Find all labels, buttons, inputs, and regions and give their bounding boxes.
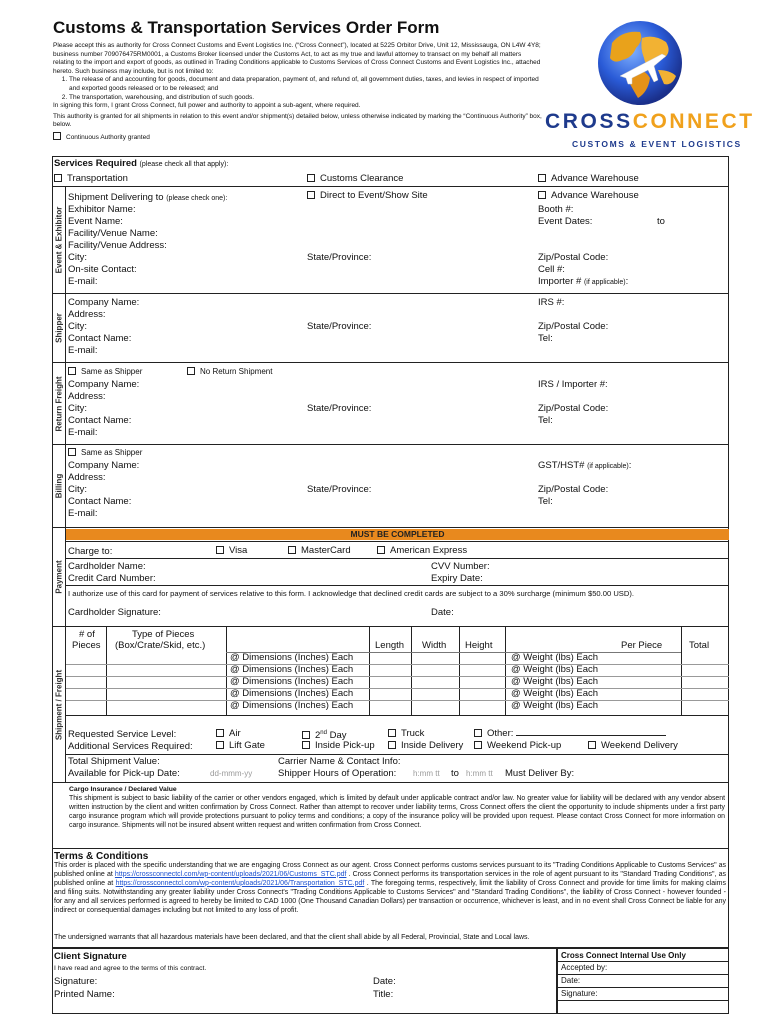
billing-gst-label: GST/HST# (if applicable): (538, 460, 632, 471)
col-width-header: Width (422, 640, 447, 651)
charge-to-label: Charge to: (68, 546, 113, 557)
col-length-header: Length (375, 640, 405, 651)
amex-option: American Express (377, 545, 467, 556)
billing-email-label: E-mail: (68, 508, 98, 519)
return-contact-label: Contact Name: (68, 415, 132, 426)
other-checkbox[interactable] (474, 729, 482, 737)
section-label-payment: Payment (52, 528, 66, 626)
mastercard-option: MasterCard (288, 545, 351, 556)
shipper-email-label: E-mail: (68, 345, 98, 356)
billing-same-as-shipper: Same as Shipper (68, 448, 142, 458)
col-total-header: Total (689, 640, 710, 651)
venue-address-label: Facility/Venue Address: (68, 240, 167, 251)
return-company-label: Company Name: (68, 379, 140, 390)
direct-to-site-option: Direct to Event/Show Site (307, 190, 428, 201)
transportation-checkbox[interactable] (54, 174, 62, 182)
shipment-delivering: Shipment Delivering to (please check one): (68, 192, 228, 203)
exhibitor-name-label: Exhibitor Name: (68, 204, 136, 215)
section-label-shipper: Shipper (52, 294, 66, 362)
dimensions-row: @ Dimensions (Inches) Each (230, 688, 354, 699)
hours-from-input[interactable]: h:mm tt (413, 769, 440, 778)
intro-paragraph: This authority is granted for all shipments in relation to this event and/or shipment(s) detailed below, unless otherwise indicated by marking the “Continuous Authority” box, below. (53, 112, 542, 129)
cvv-label: CVV Number: (431, 561, 490, 572)
shipper-address-label: Address: (68, 309, 106, 320)
intro-paragraph: Please accept this as authority for Cross Connect Customs and Event Logistics Inc. (“Cross Connect”), located at 5225 Orbitor Drive, Unit 12, Mississauga, ON L4W 4Y8; business number 709076475RM0001, a Customs Broker licensed under the Customs Act, to act as my true and lawful attorney to transact on my behalf all matters relating to the import and export of goods, as outlined in Trading Conditions applicable to Customs Services of Cross Connect Customs and Event Logistics Inc., attached hereto. Such business may include, but is not limited to: (53, 42, 541, 75)
lift-gate-option: Lift Gate (216, 740, 265, 751)
second-day-checkbox[interactable] (302, 731, 310, 739)
cardholder-signature-label: Cardholder Signature: (68, 607, 161, 618)
billing-state-label: State/Province: (307, 484, 372, 495)
advance-warehouse-checkbox[interactable] (538, 174, 546, 182)
brand-logo: CROSSCONNECT (545, 110, 755, 133)
must-deliver-label: Must Deliver By: (505, 768, 575, 779)
hours-label: Shipper Hours of Operation: (278, 768, 397, 779)
insurance-text: This shipment is subject to basic liability of the carrier or other vendors engaged, which is limited by default under applicable contract and/or law. No greater value for liability will be declared with any vendor absent written instruction by the client and written confirmation by Cross Connect. Rather than attempt to recover under liability terms, Cross Connect offers the client the opportunity to include shipments under a first party cargo insurance program which will provide protections pursuant to policy terms and conditions; a copy of the insurance policy will be provided upon request. Please contact Cross Connect for more information on cargo insurance. Shipments will not be insured absent written request and written confirmation from Cross Connect. (69, 795, 725, 829)
continuous-authority-checkbox[interactable] (53, 132, 61, 140)
advance-warehouse-option: Advance Warehouse (538, 173, 639, 184)
col-height-header: Height (465, 640, 493, 651)
city-label: City: (68, 252, 87, 263)
venue-name-label: Facility/Venue Name: (68, 228, 158, 239)
importer-label: Importer # (if applicable): (538, 276, 629, 287)
air-option: Air (216, 728, 241, 739)
inside-pickup-checkbox[interactable] (302, 741, 310, 749)
total-value-label: Total Shipment Value: (68, 756, 160, 767)
billing-address-label: Address: (68, 472, 106, 483)
continuous-authority: Continuous Authority granted (53, 132, 543, 143)
event-dates-to: to (657, 216, 665, 227)
client-signature-label: Signature: (54, 976, 98, 987)
lift-gate-checkbox[interactable] (216, 741, 224, 749)
expiry-date-label: Expiry Date: (431, 573, 483, 584)
section-label-event: Event & Exhibitor (52, 187, 66, 293)
credit-card-number-label: Credit Card Number: (68, 573, 156, 584)
dimensions-row: @ Dimensions (Inches) Each (230, 700, 354, 711)
weight-row: @ Weight (lbs) Each (511, 676, 599, 687)
weekend-delivery-option: Weekend Delivery (588, 740, 678, 751)
billing-contact-label: Contact Name: (68, 496, 132, 507)
return-same-checkbox[interactable] (68, 367, 76, 375)
pickup-date-label: Available for Pick-up Date: (68, 768, 180, 779)
visa-checkbox[interactable] (216, 546, 224, 554)
internal-signature-label: Signature: (561, 989, 598, 998)
accepted-by-label: Accepted by: (561, 963, 608, 972)
second-day-option: 2nd Day (302, 728, 347, 741)
cardholder-date-label: Date: (431, 607, 454, 618)
shipper-contact-label: Contact Name: (68, 333, 132, 344)
weight-row: @ Weight (lbs) Each (511, 700, 599, 711)
additional-services-label: Additional Services Required: (68, 741, 193, 752)
terms-hazardous: The undersigned warrants that all hazardous materials have been declared, and that the client shall abide by all Federal, Provincial, State and Local laws. (54, 934, 530, 941)
billing-same-checkbox[interactable] (68, 448, 76, 456)
no-return-checkbox[interactable] (187, 367, 195, 375)
dimensions-row: @ Dimensions (Inches) Each (230, 676, 354, 687)
pickup-date-input[interactable]: dd-mmm-yy (210, 769, 253, 778)
col-type-header: (Box/Crate/Skid, etc.) (115, 640, 206, 651)
truck-option: Truck (388, 728, 424, 739)
inside-delivery-checkbox[interactable] (388, 741, 396, 749)
col-perpiece-header: Per Piece (621, 640, 663, 651)
client-date-label: Date: (373, 976, 396, 987)
insurance-heading: Cargo Insurance / Declared Value (69, 786, 177, 793)
direct-to-site-checkbox[interactable] (307, 191, 315, 199)
booth-label: Booth #: (538, 204, 574, 215)
shipper-irs-label: IRS #: (538, 297, 565, 308)
other-field[interactable] (516, 735, 666, 736)
return-address-label: Address: (68, 391, 106, 402)
zip-label: Zip/Postal Code: (538, 252, 609, 263)
transportation-stc-link[interactable]: https://crossconnectcl.com/wp-content/uploads/2021/06/Transportation_STC.pdf (115, 879, 365, 887)
section-label-freight: Shipment / Freight (52, 627, 66, 783)
services-heading: Services Required (please check all that apply): (54, 158, 229, 169)
customs-option: Customs Clearance (307, 173, 403, 184)
state-label: State/Province: (307, 252, 372, 263)
page-title: Customs & Transportation Services Order Form (53, 18, 440, 37)
inside-pickup-option: Inside Pick-up (302, 740, 375, 751)
return-tel-label: Tel: (538, 415, 553, 426)
shipper-tel-label: Tel: (538, 333, 553, 344)
carrier-label: Carrier Name & Contact Info: (278, 756, 401, 767)
air-checkbox[interactable] (216, 729, 224, 737)
hours-to: to (451, 768, 459, 779)
billing-city-label: City: (68, 484, 87, 495)
return-same-as-shipper: Same as Shipper (68, 367, 142, 377)
dimensions-row: @ Dimensions (Inches) Each (230, 664, 354, 675)
client-agree-text: I have read and agree to the terms of this contract. (54, 965, 207, 972)
event-name-label: Event Name: (68, 216, 123, 227)
no-return-shipment: No Return Shipment (187, 367, 272, 377)
return-state-label: State/Province: (307, 403, 372, 414)
internal-date-label: Date: (561, 976, 581, 985)
customs-stc-link[interactable]: https://crossconnectcl.com/wp-content/uploads/2021/06/Customs_STC.pdf (114, 870, 347, 878)
must-complete-banner: MUST BE COMPLETED (66, 529, 729, 540)
client-signature-heading: Client Signature (54, 951, 127, 962)
section-label-billing: Billing (52, 445, 66, 527)
return-irs-label: IRS / Importer #: (538, 379, 608, 390)
weekend-pickup-checkbox[interactable] (474, 741, 482, 749)
return-city-label: City: (68, 403, 87, 414)
globe-airplane-icon (592, 18, 690, 108)
email-label: E-mail: (68, 276, 98, 287)
weight-row: @ Weight (lbs) Each (511, 664, 599, 675)
return-zip-label: Zip/Postal Code: (538, 403, 609, 414)
shipper-zip-label: Zip/Postal Code: (538, 321, 609, 332)
shipper-city-label: City: (68, 321, 87, 332)
col-type-header: Type of Pieces (132, 629, 195, 640)
col-pieces-header: Pieces (72, 640, 101, 651)
amex-checkbox[interactable] (377, 546, 385, 554)
intro-text (53, 42, 543, 143)
advance-warehouse-delivery-checkbox[interactable] (538, 191, 546, 199)
internal-use-heading: Cross Connect Internal Use Only (561, 951, 686, 960)
inside-delivery-option: Inside Delivery (388, 740, 463, 751)
weekend-delivery-checkbox[interactable] (588, 741, 596, 749)
advance-warehouse-delivery-option: Advance Warehouse (538, 190, 639, 201)
billing-company-label: Company Name: (68, 460, 140, 471)
weekend-pickup-option: Weekend Pick-up (474, 740, 561, 751)
transportation-option: Transportation (54, 173, 128, 184)
card-authorization-text: I authorize use of this card for payment of services relative to this form. I acknowledge that declined credit cards are subject to a 30% surcharge (minimum $50.00 USD). (68, 589, 634, 598)
truck-checkbox[interactable] (388, 729, 396, 737)
weight-row: @ Weight (lbs) Each (511, 688, 599, 699)
intro-list-item: 1. The release of and accounting for goods, document and data preparation, payment of, and refund of, all government duties, taxes, and levies in respect of imported and exported goods released or to be released; and (69, 76, 543, 93)
event-dates-label: Event Dates: (538, 216, 593, 227)
shipper-state-label: State/Province: (307, 321, 372, 332)
shipper-company-label: Company Name: (68, 297, 140, 308)
printed-name-label: Printed Name: (54, 989, 115, 1000)
customs-clearance-checkbox[interactable] (307, 174, 315, 182)
other-option: Other: (474, 728, 666, 739)
terms-heading: Terms & Conditions (54, 851, 149, 862)
billing-zip-label: Zip/Postal Code: (538, 484, 609, 495)
visa-option: Visa (216, 545, 247, 556)
client-title-label: Title: (373, 989, 394, 1000)
billing-tel-label: Tel: (538, 496, 553, 507)
terms-text: This order is placed with the specific understanding that we are engaging Cross Connect as our agent. Cross Connect performs customs services pursuant to its "Trading Conditions Applicable to Customs Services" as published online at https://crossconnectcl.com/wp-content/uploads/2021/06/Customs_STC.pdf . Cross Connect performs its transportation services in the role of agent pursuant to its "Standard Trading Conditions", as published online at https://crossconnectcl.com/wp-content/uploads/2021/06/Transportation_STC.pdf . The foregoing terms, respectively, limit the liability of Cross Connect and provide for time limits for making claims and filing suits. Notwithstanding any greater liability under Cross Connect's "Trading Conditions Applicable to Customs Services" and "Standard Trading Conditions", the liability of Cross Connect - however founded - for any and all services performed is agreed to hereby be limited to CAD 1000 (One Thousand Canadian Dollars) per transaction or occurrence, whichever is least, and in no event shall Cross Connect be liable for any indirect or consequential damages including but not limited to any loss of profit. (54, 862, 726, 914)
onsite-contact-label: On-site Contact: (68, 264, 137, 275)
hours-to-input[interactable]: h:mm tt (466, 769, 493, 778)
weight-row: @ Weight (lbs) Each (511, 652, 599, 663)
cell-label: Cell #: (538, 264, 565, 275)
dimensions-row: @ Dimensions (Inches) Each (230, 652, 354, 663)
col-pieces-header: # of (79, 629, 95, 640)
mastercard-checkbox[interactable] (288, 546, 296, 554)
intro-paragraph: In signing this form, I grant Cross Connect, full power and authority to appoint a sub-agent, where required. (53, 102, 361, 110)
section-label-return: Return Freight (52, 363, 66, 444)
cardholder-name-label: Cardholder Name: (68, 561, 146, 572)
intro-list-item: 2. The transportation, warehousing, and distribution of such goods. (69, 94, 543, 103)
brand-tagline: CUSTOMS & EVENT LOGISTICS (572, 139, 742, 149)
return-email-label: E-mail: (68, 427, 98, 438)
service-level-label: Requested Service Level: (68, 729, 177, 740)
